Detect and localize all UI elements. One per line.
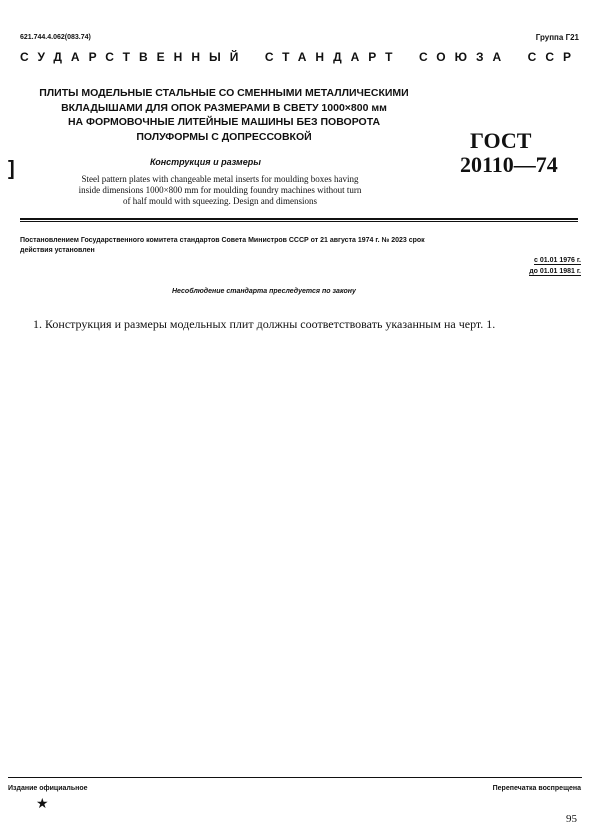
gost-number: 20110—74 <box>460 152 558 177</box>
udc-code: 621.744.4.062(083.74) <box>20 34 91 41</box>
gost-label: ГОСТ <box>470 128 532 153</box>
footer-divider <box>8 777 582 778</box>
group-code: Группа Г21 <box>535 33 579 42</box>
official-edition-label: Издание официальное <box>8 785 88 792</box>
title-line: ПЛИТЫ МОДЕЛЬНЫЕ СТАЛЬНЫЕ СО СМЕННЫМИ МЕТАЛЛИЧЕСКИМИ <box>39 87 409 99</box>
title-line: НА ФОРМОВОЧНЫЕ ЛИТЕЙНЫЕ МАШИНЫ БЕЗ ПОВОРОТА <box>67 116 381 128</box>
star-icon: ★ <box>36 795 49 811</box>
paragraph-1: 1. Конструкция и размеры модельных плит должны соответствовать указанным на черт. 1. <box>33 317 496 331</box>
decree-line: действия установлен <box>20 247 95 254</box>
effective-date-to: до 01.01 1981 г. <box>529 268 581 275</box>
decree-line: Постановлением Государственного комитета стандартов Совета Министров СССР от 21 августа 1974 г. № 2023 срок <box>20 237 425 244</box>
header-divider-thin <box>20 221 578 222</box>
banner-word-2: СТАНДАРТ <box>264 50 402 64</box>
english-title-line: of half mould with squeezing. Design and dimensions <box>123 196 317 206</box>
page-number: 95 <box>566 813 577 825</box>
english-title-line: Steel pattern plates with changeable metal inserts for moulding boxes having <box>81 174 359 184</box>
document-title <box>14 86 434 144</box>
reprint-prohibited-label: Перепечатка воспрещена <box>492 785 581 792</box>
margin-bracket: ] <box>8 158 15 180</box>
decree-text <box>20 236 580 256</box>
banner-word-1: СУДАРСТВЕННЫЙ <box>20 50 248 64</box>
standard-banner <box>20 50 580 64</box>
english-title-line: inside dimensions 1000×800 mm for moulding foundry machines without turn <box>78 185 362 195</box>
effective-date-from: с 01.01 1976 г. <box>534 257 581 264</box>
english-title <box>30 174 410 207</box>
banner-word-4: ССР <box>527 50 580 64</box>
header-divider <box>20 218 578 220</box>
law-notice: Несоблюдение стандарта преследуется по закону <box>172 288 356 295</box>
title-line: ВКЛАДЫШАМИ ДЛЯ ОПОК РАЗМЕРАМИ В СВЕТУ 1000×800 мм <box>61 101 387 114</box>
banner-word-3: СОЮЗА <box>418 50 511 64</box>
title-line: ПОЛУФОРМЫ С ДОПРЕССОВКОЙ <box>136 130 312 143</box>
document-subtitle: Конструкция и размеры <box>150 157 261 167</box>
